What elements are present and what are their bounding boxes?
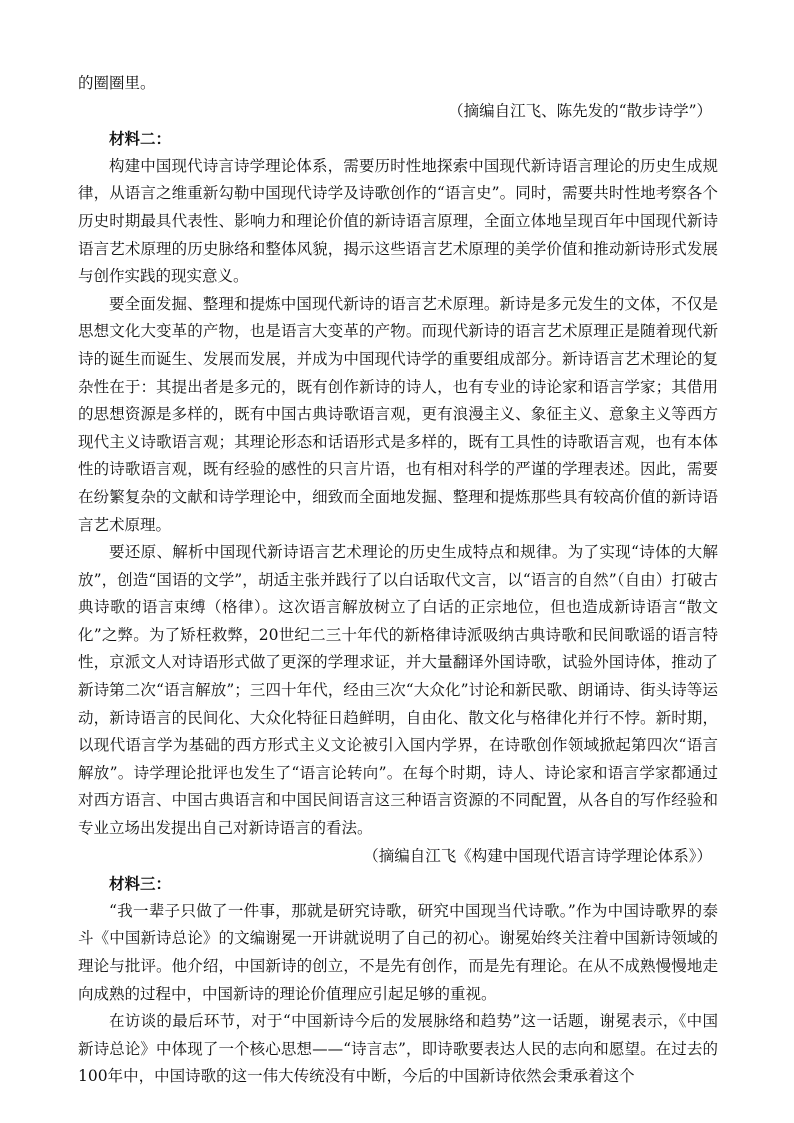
paragraph-continuation: 的圈圈里。	[78, 74, 156, 92]
section-heading-material-3: 材料三：	[109, 874, 172, 894]
section-heading-material-2: 材料二：	[109, 129, 172, 149]
material-3-paragraph-2: 在访谈的最后环节，对于“中国新诗今后的发展脉络和趋势”这一话题，谢冕表示，《中国新诗总论》中体现了一个核心思想——“诗言志”，即诗歌要表达人民的志向和愿望。在过去的100年中，中国诗歌的这一伟大传统没有中断，今后的中国新诗依然会秉承着这个	[78, 1012, 718, 1086]
document-body	[78, 70, 718, 1091]
material-2-paragraph-1: 构建中国现代诗言诗学理论体系，需要历时性地探索中国现代新诗语言理论的历史生成规律，从语言之维重新勾勒中国现代诗学及诗歌创作的“语言史”。同时，需要共时性地考察各个历史时期最具代表性、影响力和理论价值的新诗语言原理，全面立体地呈现百年中国现代新诗语言艺术原理的历史脉络和整体风貌，揭示这些语言艺术原理的美学价值和推动新诗形式发展与创作实践的现实意义。	[78, 156, 718, 286]
material-3-paragraph-1: “我一辈子只做了一件事，那就是研究诗歌，研究中国现当代诗歌。”作为中国诗歌界的泰斗《中国新诗总论》的文编谢冕一开讲就说明了自己的初心。谢冕始终关注着中国新诗领域的理论与批评。他介绍，中国新诗的创立，不是先有创作，而是先有理论。在从不成熟慢慢地走向成熟的过程中，中国新诗的理论价值理应引起足够的重视。	[78, 901, 718, 1003]
source-citation-1: （摘编自江飞、陈先发的“散步诗学”）	[448, 101, 712, 120]
material-2-paragraph-3: 要还原、解析中国现代新诗语言艺术理论的历史生成特点和规律。为了实现“诗体的大解放”，创造“国语的文学”，胡适主张并践行了以白话取代文言，以“语言的自然”（自由）打破古典诗歌的语言束缚（格律）。这次语言解放树立了白话的正宗地位，但也造成新诗语言“散文化”之弊。为了矫枉救弊，20世纪二三十年代的新格律诗派吸纳古典诗歌和民间歌谣的语言特性，京派文人对诗语形式做了更深的学理求证，并大量翻译外国诗歌，试验外国诗体，推动了新诗第二次“语言解放”；三四十年代，经由三次“大众化”讨论和新民歌、朗诵诗、街头诗等运动，新诗语言的民间化、大众化特征日趋鲜明，自由化、散文化与格律化并行不悖。新时期，以现代语言学为基础的西方形式主义文论被引入国内学界，在诗歌创作领域掀起第四次“语言解放”。诗学理论批评也发生了“语言论转向”。在每个时期，诗人、诗论家和语言学家都通过对西方语言、中国古典语言和中国民间语言这三种语言资源的不同配置，从各自的写作经验和专业立场出发提出自己对新诗语言的看法。	[78, 543, 718, 838]
material-2-paragraph-2: 要全面发掘、整理和提炼中国现代新诗的语言艺术原理。新诗是多元发生的文体，不仅是思想文化大变革的产物，也是语言大变革的产物。而现代新诗的语言艺术原理正是随着现代新诗的诞生而诞生、发展而发展，并成为中国现代诗学的重要组成部分。新诗语言艺术理论的复杂性在于：其提出者是多元的，既有创作新诗的诗人，也有专业的诗论家和语言学家；其借用的思想资源是多样的，既有中国古典诗歌语言观，更有浪漫主义、象征主义、意象主义等西方现代主义诗歌语言观；其理论形态和话语形式是多样的，既有工具性的诗歌语言观，也有本体性的诗歌语言观，既有经验的感性的只言片语，也有相对科学的严谨的学理表述。因此，需要在纷繁复杂的文献和诗学理论中，细致而全面地发掘、整理和提炼那些具有较高价值的新诗语言艺术原理。	[78, 294, 718, 534]
source-citation-2: （摘编自江飞《构建中国现代语言诗学理论体系》）	[363, 846, 712, 865]
